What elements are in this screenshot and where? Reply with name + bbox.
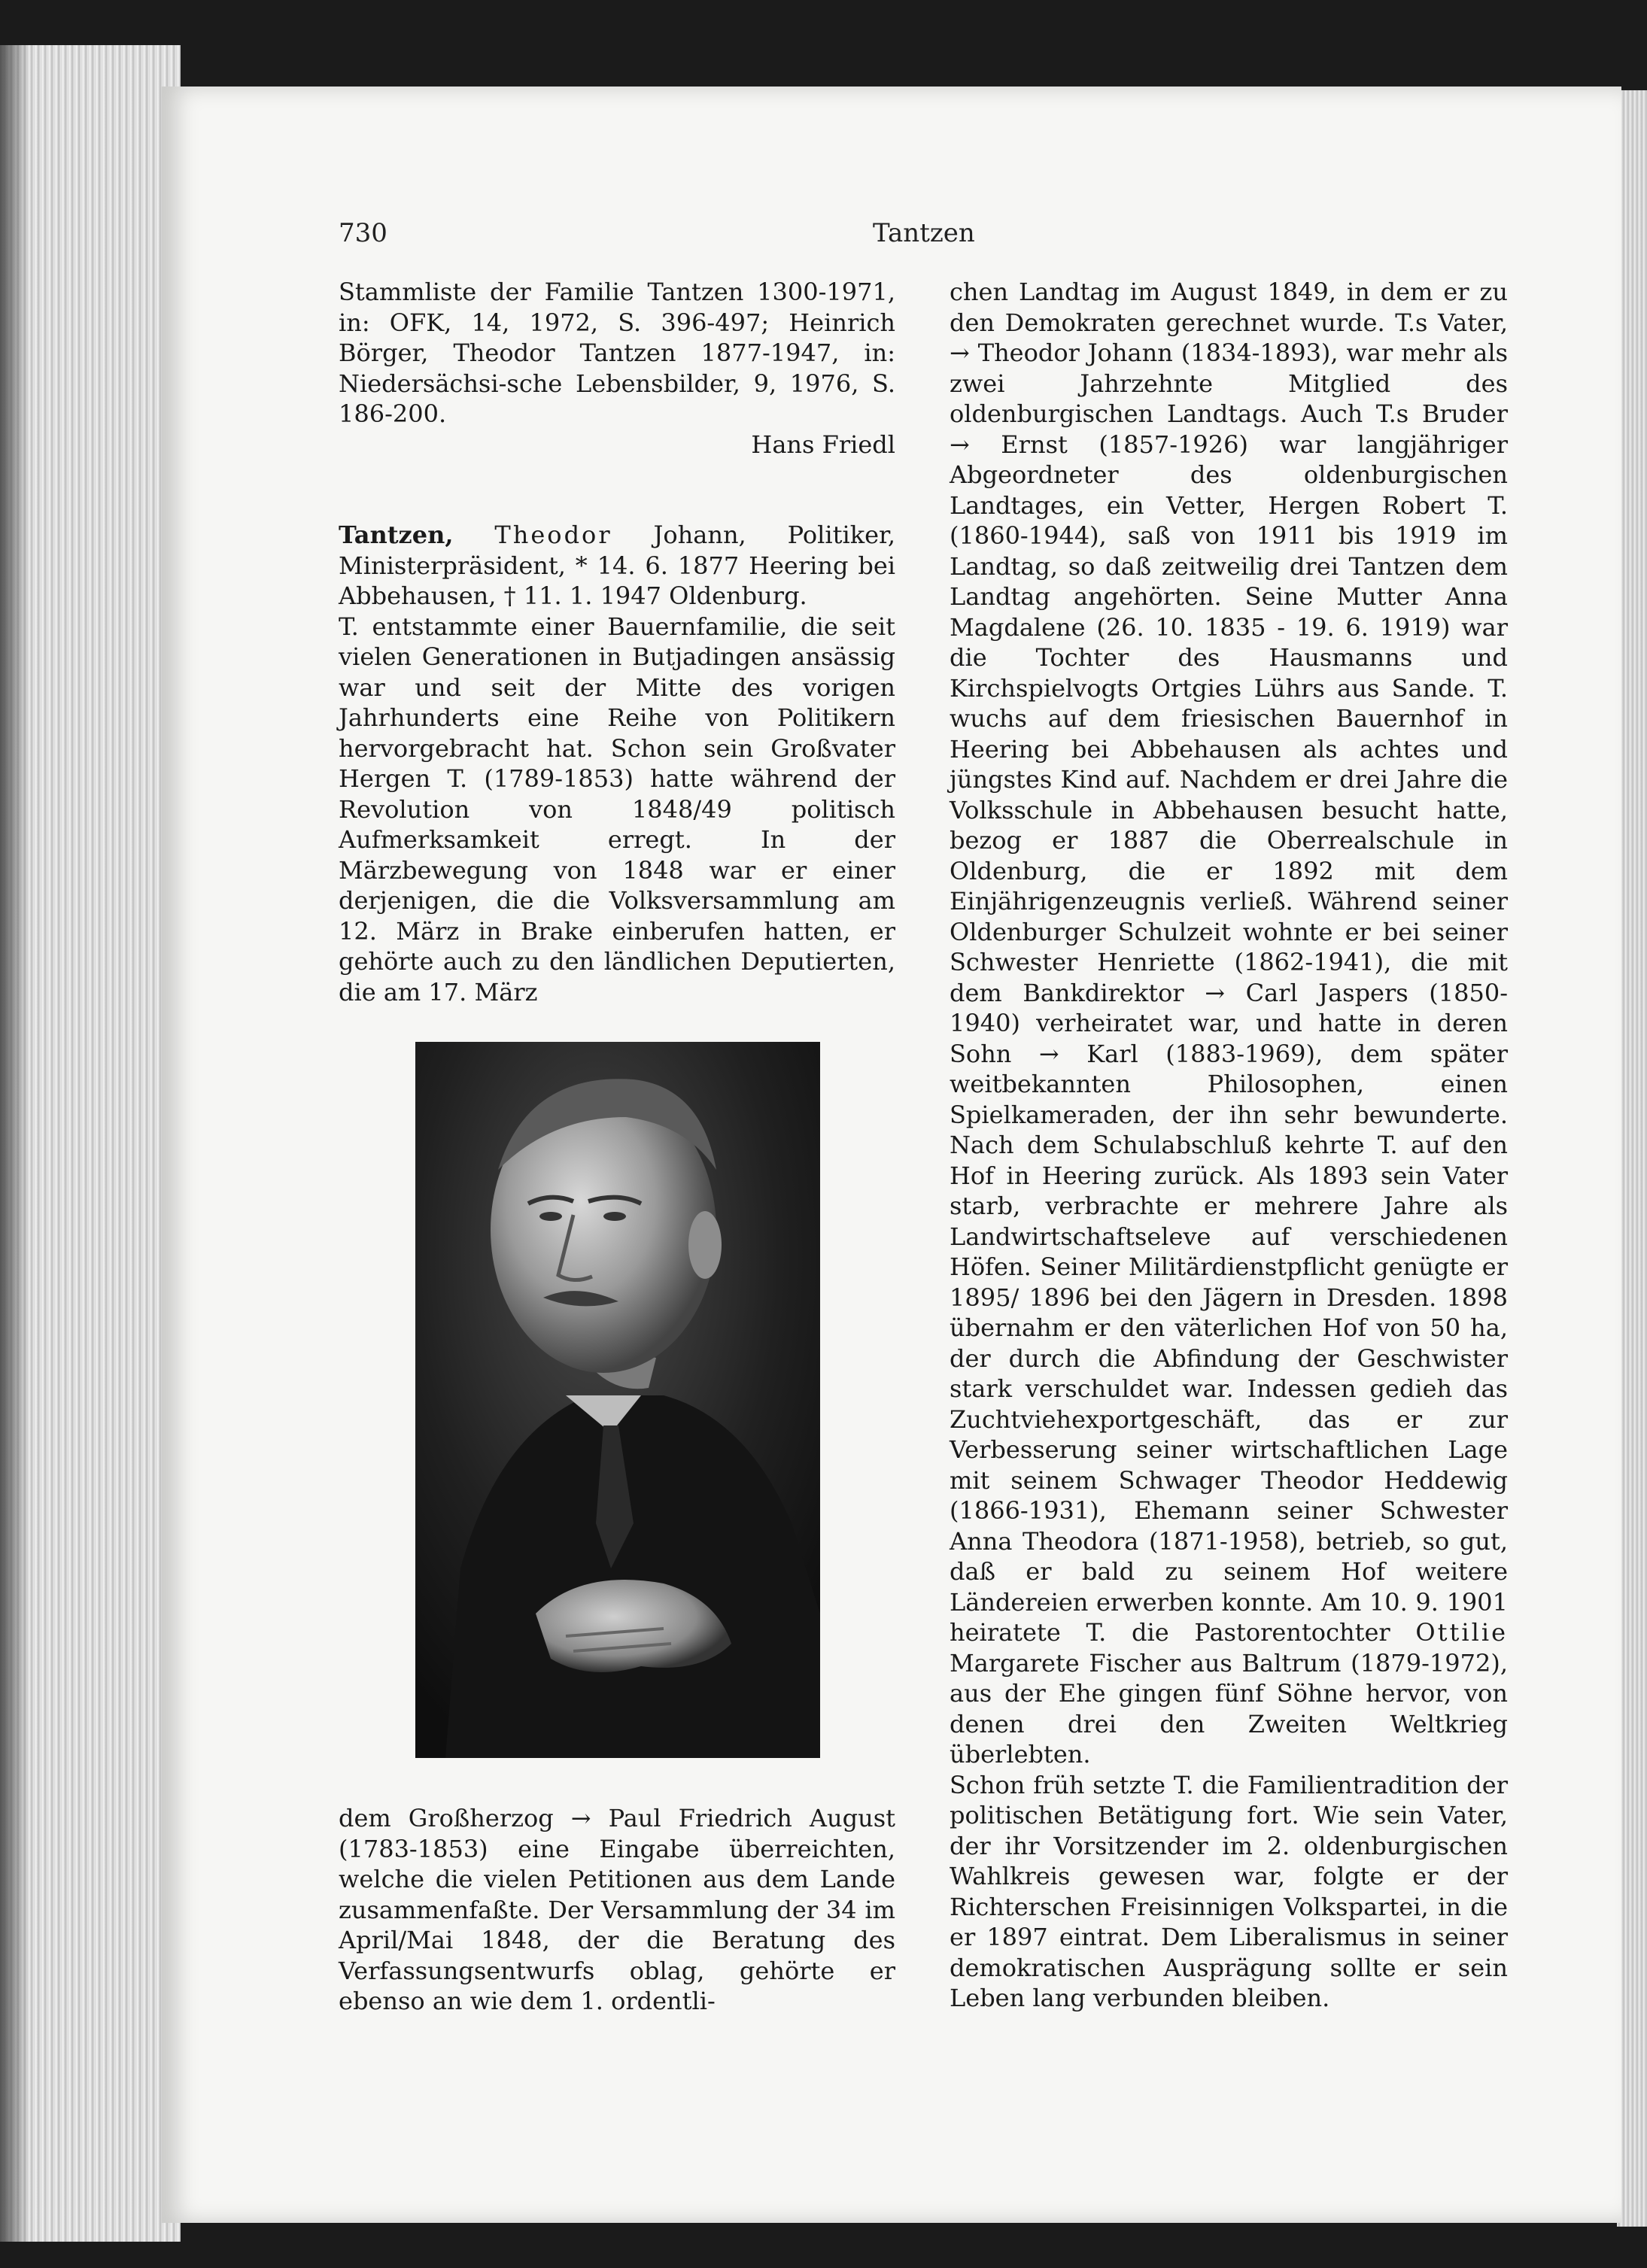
right-par1-text-continued: Margarete Fischer aus Baltrum (1879-1972), aus der Ehe gingen fünf Söhne hervor, von denen drei den Zweiten Weltkrieg überlebten.	[950, 1648, 1508, 1769]
page-header	[339, 218, 1505, 254]
entry-given-name: Theodor	[494, 521, 612, 549]
left-column-bottom	[339, 1803, 895, 2017]
author-signature: Hans Friedl	[751, 430, 895, 459]
entry-headword: Tantzen,	[339, 521, 454, 549]
entry-heading-details: Johann, Politiker, Ministerpräsident, * 14. 6. 1877 Heering bei Abbehausen, † 11. 1. 1947 Oldenburg.	[339, 521, 895, 610]
entry-body-right-par2: Schon früh setzte T. die Familientradition der politischen Betätigung fort. Wie sein Vater, der ihr Vorsitzender im 2. oldenburgischen Wahlkreis gewesen war, folgte er der Richterschen Freisinnigen Volkspartei, in die er 1897 eintrat. Dem Liberalismus in seiner demokratischen Ausprägung sollte er sein Leben lang verbunden bleiben.	[950, 1770, 1508, 2012]
page-number: 730	[339, 218, 387, 248]
portrait-photo	[415, 1042, 820, 1758]
entry-body-right-par1	[950, 277, 1508, 1770]
entry-heading	[339, 520, 895, 612]
book-binding-shadow	[0, 45, 30, 2242]
left-column-top	[339, 277, 895, 1007]
book-page-edges-right	[1617, 90, 1647, 2227]
running-title: Tantzen	[873, 218, 975, 248]
entry-body-left-top: T. entstammte einer Bauernfamilie, die seit vielen Generationen in Butjadingen ansässig war und seit der Mitte des vorigen Jahrhunderts eine Reihe von Politikern hervorgebracht hat. Schon sein Großvater Hergen T. (1789-1853) hatte während der Revolution von 1848/49 politisch Aufmerksamkeit erregt. In der Märzbewegung von 1848 war er einer derjenigen, die die Volksversammlung am 12. März in Brake einberufen hatten, er gehörte auch zu den ländlichen Deputierten, die am 17. März	[339, 612, 895, 1006]
portrait-image	[415, 1042, 820, 1758]
right-column	[950, 277, 1508, 2014]
right-par1-text: chen Landtag im August 1849, in dem er zu den Demokraten gerechnet wurde. T.s Vater, → Theodor Johann (1834-1893), war mehr als zwei Jahrzehnte Mitglied des oldenburgischen Landtags. Auch T.s Bruder → Ernst (1857-1926) war langjähriger Abgeordneter des oldenburgischen Landtages, ein Vetter, Hergen Robert T. (1860-1944), saß von 1911 bis 1919 im Landtag, so daß zeitweilig drei Tantzen dem Landtag angehörten. Seine Mutter Anna Magdalene (26. 10. 1835 - 19. 6. 1919) war die Tochter des Hausmanns und Kirchspielvogts Ortgies Lührs aus Sande. T. wuchs auf dem friesischen Bauernhof in Heering bei Abbehausen als achtes und jüngstes Kind auf. Nachdem er drei Jahre die Volksschule in Abbehausen besucht hatte, bezog er 1887 die Oberrealschule in Oldenburg, die er 1892 mit dem Einjährigenzeugnis verließ. Während seiner Oldenburger Schulzeit wohnte er bei seiner Schwester Henriette (1862-1941), die mit dem Bankdirektor → Carl Jaspers (1850-1940) verheiratet war, und hatte in deren Sohn → Karl (1883-1969), dem später weitbekannten Philosophen, einen Spielkameraden, der ihn sehr bewunderte. Nach dem Schulabschluß kehrte T. auf den Hof in Heering zurück. Als 1893 sein Vater starb, verbrachte er mehrere Jahre als Landwirtschaftseleve auf verschiedenen Höfen. Seiner Militärdienstpflicht genügte er 1895/ 1896 bei den Jägern in Dresden. 1898 übernahm er den väterlichen Hof von 50 ha, der durch die Abfindung der Geschwister stark verschuldet war. Indessen gedieh das Zuchtviehexportgeschäft, das er zur Verbesserung seiner wirtschaftlichen Lage mit seinem Schwager Theodor Heddewig (1866-1931), Ehemann seiner Schwester Anna Theodora (1871-1958), betrieb, so gut, daß er bald zu seinem Hof weitere Ländereien erwerben konnte. Am 10. 9. 1901 heiratete T. die Pastorentochter	[950, 278, 1508, 1647]
entry-body-left-bottom: dem Großherzog → Paul Friedrich August (1783-1853) eine Eingabe überreichten, welche die vielen Petitionen aus dem Lande zusammenfaßte. Der Versammlung der 34 im April/Mai 1848, der die Beratung des Verfassungsentwurfs oblag, gehörte er ebenso an wie dem 1. ordentli-	[339, 1804, 895, 2015]
bibliography-text: Stammliste der Familie Tantzen 1300-1971, in: OFK, 14, 1972, S. 396-497; Heinrich Börger, Theodor Tantzen 1877-1947, in: Niedersächsi-sche Lebensbilder, 9, 1976, S. 186-200.	[339, 278, 895, 428]
wife-given-name: Ottilie	[1415, 1618, 1508, 1647]
